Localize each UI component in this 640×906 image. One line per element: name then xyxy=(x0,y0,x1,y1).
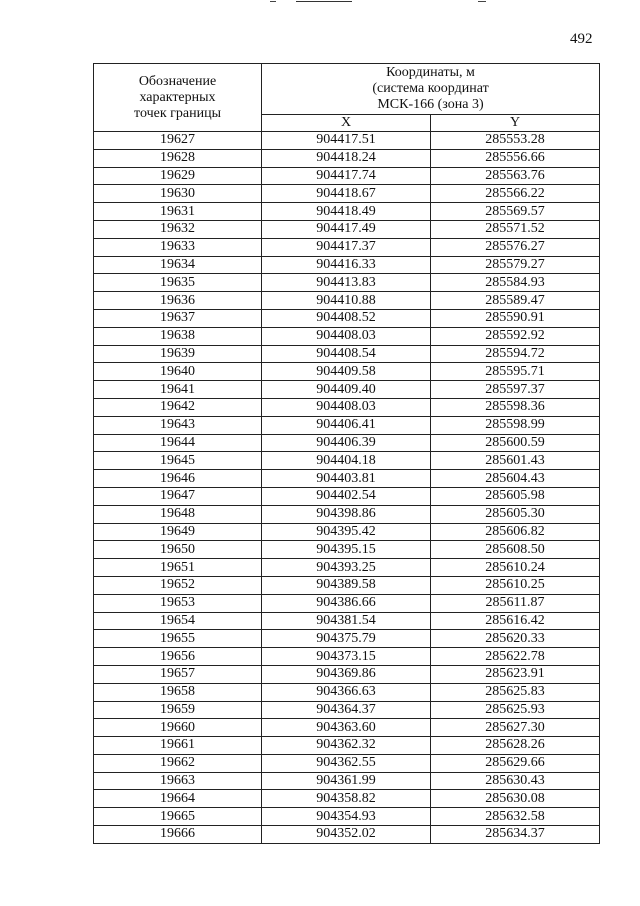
y-coordinate-cell: 285594.72 xyxy=(431,345,600,363)
point-id-cell: 19635 xyxy=(94,274,262,292)
table-row xyxy=(94,185,600,203)
point-id-cell: 19630 xyxy=(94,185,262,203)
table-row xyxy=(94,594,600,612)
y-coordinate-cell: 285589.47 xyxy=(431,292,600,310)
y-coordinate-cell: 285630.08 xyxy=(431,790,600,808)
x-coordinate-cell: 904418.24 xyxy=(262,149,431,167)
table-row xyxy=(94,149,600,167)
x-coordinate-cell: 904408.52 xyxy=(262,309,431,327)
y-coordinate-cell: 285623.91 xyxy=(431,665,600,683)
point-id-cell: 19645 xyxy=(94,452,262,470)
y-coordinate-cell: 285625.83 xyxy=(431,683,600,701)
x-coordinate-cell: 904381.54 xyxy=(262,612,431,630)
x-coordinate-cell: 904406.39 xyxy=(262,434,431,452)
y-coordinate-cell: 285610.25 xyxy=(431,576,600,594)
x-column-header: X xyxy=(262,115,431,132)
x-coordinate-cell: 904395.15 xyxy=(262,541,431,559)
point-id-cell: 19636 xyxy=(94,292,262,310)
table-row xyxy=(94,238,600,256)
point-id-cell: 19657 xyxy=(94,665,262,683)
page-number: 492 xyxy=(570,31,593,47)
table-body xyxy=(94,132,600,844)
point-id-cell: 19628 xyxy=(94,149,262,167)
y-coordinate-cell: 285630.43 xyxy=(431,772,600,790)
y-coordinate-cell: 285634.37 xyxy=(431,826,600,844)
table-row xyxy=(94,256,600,274)
point-id-cell: 19639 xyxy=(94,345,262,363)
y-coordinate-cell: 285576.27 xyxy=(431,238,600,256)
point-id-cell: 19652 xyxy=(94,576,262,594)
table-row xyxy=(94,630,600,648)
y-coordinate-cell: 285556.66 xyxy=(431,149,600,167)
designation-header xyxy=(94,64,262,132)
point-id-cell: 19638 xyxy=(94,327,262,345)
x-coordinate-cell: 904361.99 xyxy=(262,772,431,790)
x-coordinate-cell: 904417.49 xyxy=(262,220,431,238)
table-row xyxy=(94,132,600,150)
table-row xyxy=(94,434,600,452)
x-coordinate-cell: 904408.03 xyxy=(262,327,431,345)
x-coordinate-cell: 904362.55 xyxy=(262,754,431,772)
y-coordinate-cell: 285605.98 xyxy=(431,487,600,505)
y-coordinate-cell: 285553.28 xyxy=(431,132,600,150)
point-id-cell: 19633 xyxy=(94,238,262,256)
table-row xyxy=(94,808,600,826)
x-coordinate-cell: 904413.83 xyxy=(262,274,431,292)
x-coordinate-cell: 904410.88 xyxy=(262,292,431,310)
y-coordinate-cell: 285579.27 xyxy=(431,256,600,274)
point-id-cell: 19646 xyxy=(94,470,262,488)
coordinates-header xyxy=(262,64,600,115)
table-row xyxy=(94,345,600,363)
y-coordinate-cell: 285627.30 xyxy=(431,719,600,737)
x-coordinate-cell: 904408.54 xyxy=(262,345,431,363)
x-coordinate-cell: 904362.32 xyxy=(262,737,431,755)
y-coordinate-cell: 285598.99 xyxy=(431,416,600,434)
y-coordinate-cell: 285597.37 xyxy=(431,381,600,399)
x-coordinate-cell: 904418.49 xyxy=(262,203,431,221)
designation-header-line: точек границы xyxy=(134,105,221,121)
table-row xyxy=(94,701,600,719)
x-coordinate-cell: 904366.63 xyxy=(262,683,431,701)
x-coordinate-cell: 904358.82 xyxy=(262,790,431,808)
point-id-cell: 19655 xyxy=(94,630,262,648)
x-coordinate-cell: 904352.02 xyxy=(262,826,431,844)
y-coordinate-cell: 285566.22 xyxy=(431,185,600,203)
point-id-cell: 19641 xyxy=(94,381,262,399)
y-coordinate-cell: 285592.92 xyxy=(431,327,600,345)
point-id-cell: 19660 xyxy=(94,719,262,737)
table-row xyxy=(94,648,600,666)
point-id-cell: 19663 xyxy=(94,772,262,790)
table-row xyxy=(94,772,600,790)
table-row xyxy=(94,398,600,416)
x-coordinate-cell: 904418.67 xyxy=(262,185,431,203)
point-id-cell: 19632 xyxy=(94,220,262,238)
point-id-cell: 19662 xyxy=(94,754,262,772)
y-coordinate-cell: 285604.43 xyxy=(431,470,600,488)
point-id-cell: 19659 xyxy=(94,701,262,719)
y-coordinate-cell: 285601.43 xyxy=(431,452,600,470)
y-coordinate-cell: 285600.59 xyxy=(431,434,600,452)
table-row xyxy=(94,523,600,541)
point-id-cell: 19666 xyxy=(94,826,262,844)
table-row xyxy=(94,381,600,399)
scan-mark xyxy=(296,1,352,2)
table-row xyxy=(94,292,600,310)
x-coordinate-cell: 904369.86 xyxy=(262,665,431,683)
x-coordinate-cell: 904375.79 xyxy=(262,630,431,648)
x-coordinate-cell: 904403.81 xyxy=(262,470,431,488)
y-coordinate-cell: 285628.26 xyxy=(431,737,600,755)
point-id-cell: 19649 xyxy=(94,523,262,541)
point-id-cell: 19642 xyxy=(94,398,262,416)
table-row xyxy=(94,737,600,755)
y-coordinate-cell: 285616.42 xyxy=(431,612,600,630)
x-coordinate-cell: 904409.58 xyxy=(262,363,431,381)
x-coordinate-cell: 904417.51 xyxy=(262,132,431,150)
x-coordinate-cell: 904386.66 xyxy=(262,594,431,612)
x-coordinate-cell: 904389.58 xyxy=(262,576,431,594)
table-row xyxy=(94,167,600,185)
x-coordinate-cell: 904393.25 xyxy=(262,559,431,577)
table-header xyxy=(94,64,600,132)
point-id-cell: 19653 xyxy=(94,594,262,612)
table-row xyxy=(94,470,600,488)
table-row xyxy=(94,274,600,292)
point-id-cell: 19640 xyxy=(94,363,262,381)
table-row xyxy=(94,505,600,523)
point-id-cell: 19629 xyxy=(94,167,262,185)
table-row xyxy=(94,327,600,345)
x-coordinate-cell: 904404.18 xyxy=(262,452,431,470)
point-id-cell: 19644 xyxy=(94,434,262,452)
y-coordinate-cell: 285625.93 xyxy=(431,701,600,719)
point-id-cell: 19637 xyxy=(94,309,262,327)
x-coordinate-cell: 904364.37 xyxy=(262,701,431,719)
scan-mark xyxy=(270,1,276,2)
x-coordinate-cell: 904406.41 xyxy=(262,416,431,434)
table-row xyxy=(94,665,600,683)
x-coordinate-cell: 904363.60 xyxy=(262,719,431,737)
y-coordinate-cell: 285571.52 xyxy=(431,220,600,238)
coordinates-header-line: (система координат xyxy=(372,81,489,96)
table-row xyxy=(94,220,600,238)
y-coordinate-cell: 285605.30 xyxy=(431,505,600,523)
x-coordinate-cell: 904416.33 xyxy=(262,256,431,274)
point-id-cell: 19648 xyxy=(94,505,262,523)
x-coordinate-cell: 904408.03 xyxy=(262,398,431,416)
point-id-cell: 19627 xyxy=(94,132,262,150)
y-coordinate-cell: 285569.57 xyxy=(431,203,600,221)
x-coordinate-cell: 904417.74 xyxy=(262,167,431,185)
y-coordinate-cell: 285590.91 xyxy=(431,309,600,327)
x-coordinate-cell: 904354.93 xyxy=(262,808,431,826)
point-id-cell: 19631 xyxy=(94,203,262,221)
table-row xyxy=(94,309,600,327)
table-row xyxy=(94,452,600,470)
point-id-cell: 19665 xyxy=(94,808,262,826)
y-coordinate-cell: 285620.33 xyxy=(431,630,600,648)
table-row xyxy=(94,754,600,772)
designation-header-line: Обозначение xyxy=(138,73,217,89)
point-id-cell: 19656 xyxy=(94,648,262,666)
y-column-header: Y xyxy=(431,115,600,132)
y-coordinate-cell: 285563.76 xyxy=(431,167,600,185)
point-id-cell: 19654 xyxy=(94,612,262,630)
y-coordinate-cell: 285584.93 xyxy=(431,274,600,292)
table-row xyxy=(94,559,600,577)
y-coordinate-cell: 285598.36 xyxy=(431,398,600,416)
y-coordinate-cell: 285606.82 xyxy=(431,523,600,541)
point-id-cell: 19650 xyxy=(94,541,262,559)
x-coordinate-cell: 904417.37 xyxy=(262,238,431,256)
coordinates-table xyxy=(93,63,600,844)
y-coordinate-cell: 285611.87 xyxy=(431,594,600,612)
coordinates-header-line: МСК-166 (зона 3) xyxy=(377,97,484,112)
table-row xyxy=(94,416,600,434)
table-row xyxy=(94,363,600,381)
point-id-cell: 19643 xyxy=(94,416,262,434)
point-id-cell: 19664 xyxy=(94,790,262,808)
point-id-cell: 19634 xyxy=(94,256,262,274)
coordinates-header-line: Координаты, м xyxy=(386,65,475,80)
x-coordinate-cell: 904409.40 xyxy=(262,381,431,399)
y-coordinate-cell: 285622.78 xyxy=(431,648,600,666)
table-row xyxy=(94,541,600,559)
x-coordinate-cell: 904395.42 xyxy=(262,523,431,541)
table-row xyxy=(94,487,600,505)
y-coordinate-cell: 285595.71 xyxy=(431,363,600,381)
scan-marks xyxy=(270,0,500,4)
y-coordinate-cell: 285629.66 xyxy=(431,754,600,772)
y-coordinate-cell: 285632.58 xyxy=(431,808,600,826)
x-coordinate-cell: 904398.86 xyxy=(262,505,431,523)
table-row xyxy=(94,612,600,630)
scan-mark xyxy=(478,1,486,2)
point-id-cell: 19661 xyxy=(94,737,262,755)
table-row xyxy=(94,683,600,701)
table-row xyxy=(94,719,600,737)
x-coordinate-cell: 904373.15 xyxy=(262,648,431,666)
point-id-cell: 19658 xyxy=(94,683,262,701)
designation-header-line: характерных xyxy=(139,89,216,105)
table-row xyxy=(94,203,600,221)
y-coordinate-cell: 285608.50 xyxy=(431,541,600,559)
table-row xyxy=(94,790,600,808)
table-row xyxy=(94,826,600,844)
x-coordinate-cell: 904402.54 xyxy=(262,487,431,505)
y-coordinate-cell: 285610.24 xyxy=(431,559,600,577)
table-row xyxy=(94,576,600,594)
point-id-cell: 19647 xyxy=(94,487,262,505)
point-id-cell: 19651 xyxy=(94,559,262,577)
